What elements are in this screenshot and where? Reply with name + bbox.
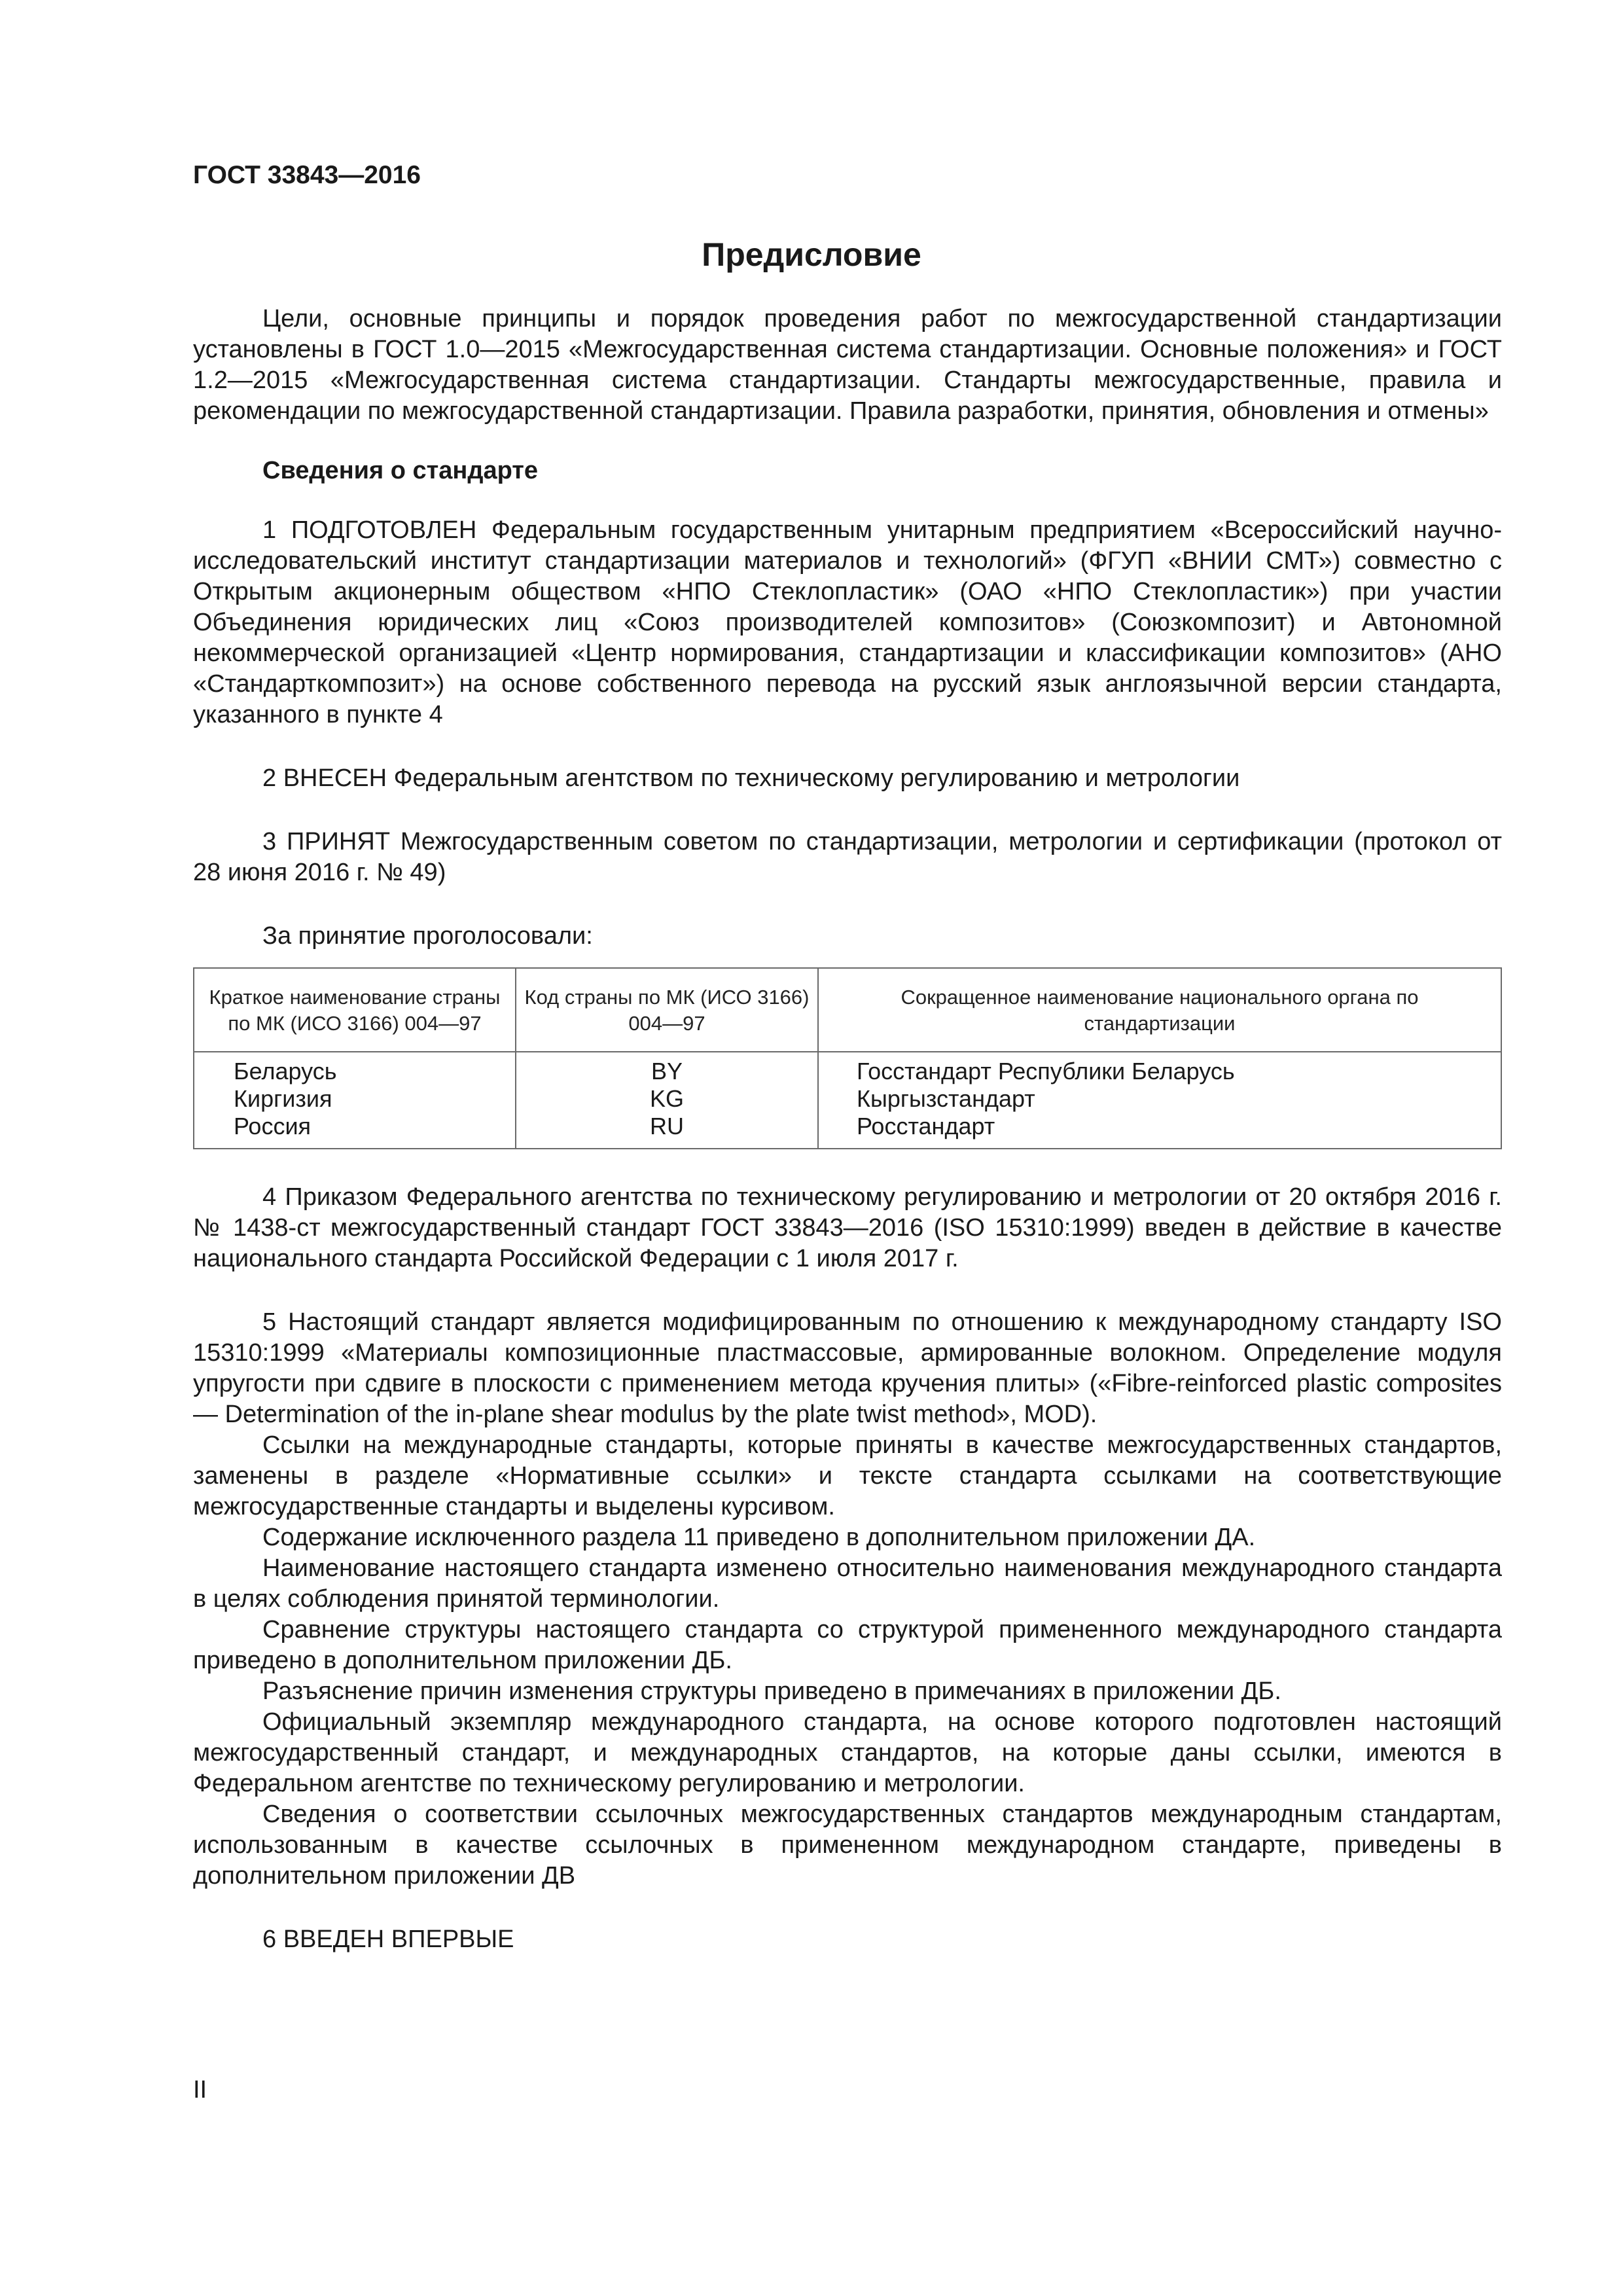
vote-table	[193, 967, 1502, 1149]
country-code-cell: BY	[516, 1052, 818, 1085]
item-5-title-change-paragraph: Наименование настоящего стандарта изменено относительно наименования международного стандарта в целях соблюдения принятой терминологии.	[193, 1554, 1502, 1613]
national-body-cell: Кыргызстандарт	[818, 1085, 1501, 1113]
item-5-paragraph: 5 Настоящий стандарт является модифицированным по отношению к международному стандарту ISO 15310:1999 «Материалы композиционные пластмассовые, армированные волокном. Определение модуля упругости при сдвиге в плоскости с применением метода кручения плиты» («Fibre-reinforced plastic composites — Determination of the in-plane shear modulus by the plate twist method», MOD).	[193, 1308, 1502, 1428]
item-1-paragraph: 1 ПОДГОТОВЛЕН Федеральным государственным унитарным предприятием «Всероссийский научно-исследовательский институт стандартизации материалов и технологий» (ФГУП «ВНИИ СМТ») совместно с Открытым акционерным обществом «НПО Стеклопластик» (ОАО «НПО Стеклопластик») при участии Объединения юридических лиц «Союз производителей композитов» (Союзкомпозит) и Автономной некоммерческой организацией «Центр нормирования, стандартизации и классификации композитов» (АНО «Стандарткомпозит») на основе собственного перевода на русский язык англоязычной версии стандарта, указанного в пункте 4	[193, 516, 1502, 728]
country-code-cell: KG	[516, 1085, 818, 1113]
header-country-name: Краткое наименование страны по МК (ИСО 3166) 004—97	[194, 968, 516, 1052]
country-name-cell: Беларусь	[194, 1052, 516, 1085]
document-body	[193, 304, 1502, 1955]
item-5-conformity-paragraph: Сведения о соответствии ссылочных межгосударственных стандартов международным стандартам, использованным в качестве ссылочных в примененном международном стандарте, приведены в дополнительном приложении ДВ	[193, 1801, 1502, 1890]
vote-table-header-row	[194, 968, 1501, 1052]
item-5-structure-comparison-paragraph: Сравнение структуры настоящего стандарта со структурой примененного международного стандарта приведено в дополнительном приложении ДБ.	[193, 1616, 1502, 1674]
item-6-paragraph: 6 ВВЕДЕН ВПЕРВЫЕ	[262, 1926, 514, 1953]
header-national-body: Сокращенное наименование национального органа по стандартизации	[818, 968, 1501, 1052]
item-4-paragraph: 4 Приказом Федерального агентства по техническому регулированию и метрологии от 20 октября 2016 г. № 1438-ст межгосударственный стандарт ГОСТ 33843—2016 (ISO 15310:1999) введен в действие в качестве национального стандарта Российской Федерации с 1 июля 2017 г.	[193, 1183, 1502, 1272]
page-number: II	[193, 2076, 207, 2104]
table-row	[194, 1085, 1501, 1113]
national-body-cell: Госстандарт Республики Беларусь	[818, 1052, 1501, 1085]
national-body-cell: Росстандарт	[818, 1113, 1501, 1149]
section-heading: Сведения о стандарте	[262, 457, 539, 484]
header-country-code: Код страны по МК (ИСО 3166) 004—97	[516, 968, 818, 1052]
item-3-paragraph: 3 ПРИНЯТ Межгосударственным советом по стандартизации, метрологии и сертификации (протокол от 28 июня 2016 г. № 49)	[193, 828, 1502, 886]
vote-label: За принятие проголосовали:	[262, 922, 593, 950]
table-row	[194, 1113, 1501, 1149]
item-5-excluded-section-paragraph: Содержание исключенного раздела 11 приведено в дополнительном приложении ДА.	[262, 1524, 1256, 1551]
item-5-references-paragraph: Ссылки на международные стандарты, которые приняты в качестве межгосударственных стандартов, заменены в разделе «Нормативные ссылки» и тексте стандарта ссылками на соответствующие межгосударственные стандарты и выделены курсивом.	[193, 1431, 1502, 1520]
country-name-cell: Киргизия	[194, 1085, 516, 1113]
intro-paragraph: Цели, основные принципы и порядок проведения работ по межгосударственной стандартизации установлены в ГОСТ 1.0—2015 «Межгосударственная система стандартизации. Основные положения» и ГОСТ 1.2—2015 «Межгосударственная система стандартизации. Стандарты межгосударственные, правила и рекомендации по межгосударственной стандартизации. Правила разработки, принятия, обновления и отмены»	[193, 305, 1502, 425]
item-5-structure-notes-paragraph: Разъяснение причин изменения структуры приведено в примечаниях в приложении ДБ.	[262, 1677, 1281, 1705]
item-5-official-copy-paragraph: Официальный экземпляр международного стандарта, на основе которого подготовлен настоящий межгосударственный стандарт, и международных стандартов, на которые даны ссылки, имеются в Федеральном агентстве по техническому регулированию и метрологии.	[193, 1708, 1502, 1797]
country-name-cell: Россия	[194, 1113, 516, 1149]
page-title: Предисловие	[702, 236, 921, 273]
document-code: ГОСТ 33843—2016	[193, 161, 421, 189]
table-row	[194, 1052, 1501, 1085]
country-code-cell: RU	[516, 1113, 818, 1149]
item-2-paragraph: 2 ВНЕСЕН Федеральным агентством по техническому регулированию и метрологии	[262, 764, 1240, 792]
